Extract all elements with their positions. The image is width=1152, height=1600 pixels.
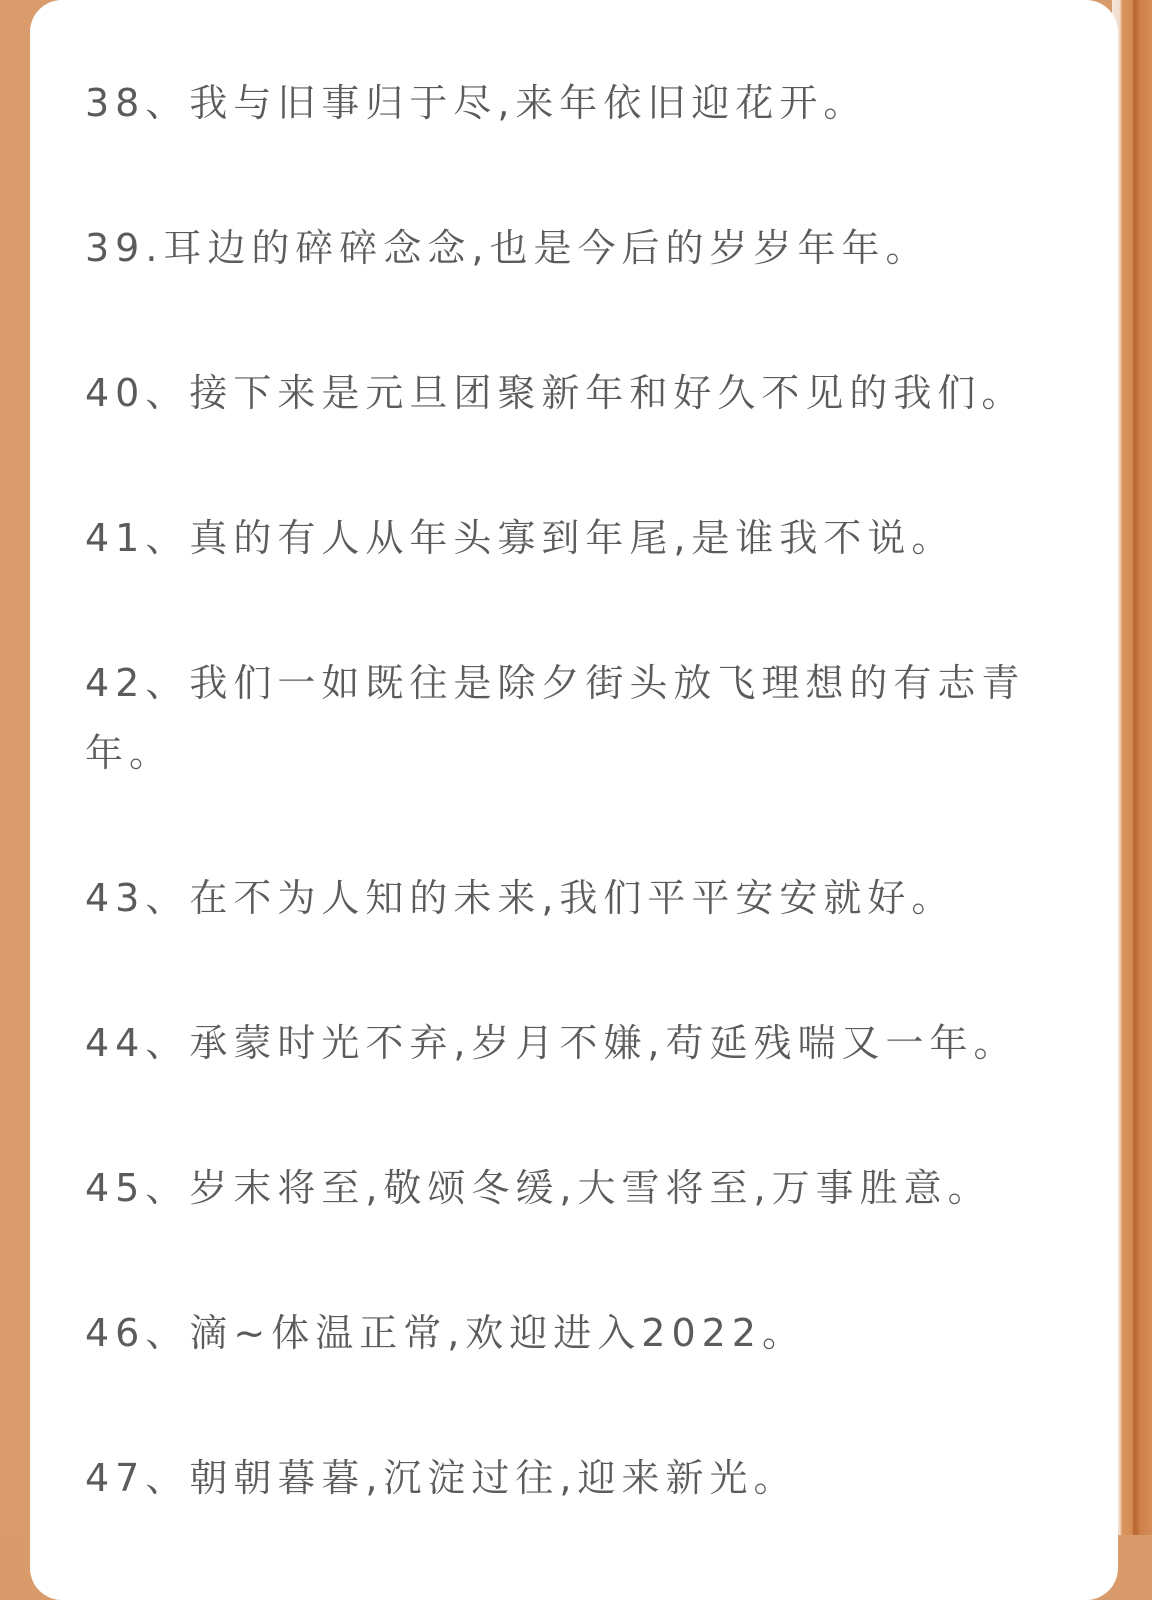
quote-item-43: 43、在不为人知的未来,我们平平安安就好。 (85, 876, 956, 920)
quote-item-42: 42、我们一如既往是除夕街头放飞理想的有志青 年。 (85, 661, 1026, 775)
quote-item-44: 44、承蒙时光不弃,岁月不嫌,苟延残喘又一年。 (85, 1021, 1018, 1065)
quote-item-45: 45、岁末将至,敬颂冬缓,大雪将至,万事胜意。 (85, 1166, 992, 1210)
quote-item-38: 38、我与旧事归于尽,来年依旧迎花开。 (85, 81, 868, 125)
quote-item-41: 41、真的有人从年头寡到年尾,是谁我不说。 (85, 516, 956, 560)
quote-item-46: 46、滴~体温正常,欢迎进入2022。 (85, 1311, 806, 1355)
quote-item-47: 47、朝朝暮暮,沉淀过往,迎来新光。 (85, 1456, 798, 1500)
quote-item-40: 40、接下来是元旦团聚新年和好久不见的我们。 (85, 371, 1026, 415)
note-card (30, 0, 1118, 1600)
quote-item-39: 39.耳边的碎碎念念,也是今后的岁岁年年。 (85, 226, 930, 270)
background-right-frame (1112, 0, 1152, 1535)
